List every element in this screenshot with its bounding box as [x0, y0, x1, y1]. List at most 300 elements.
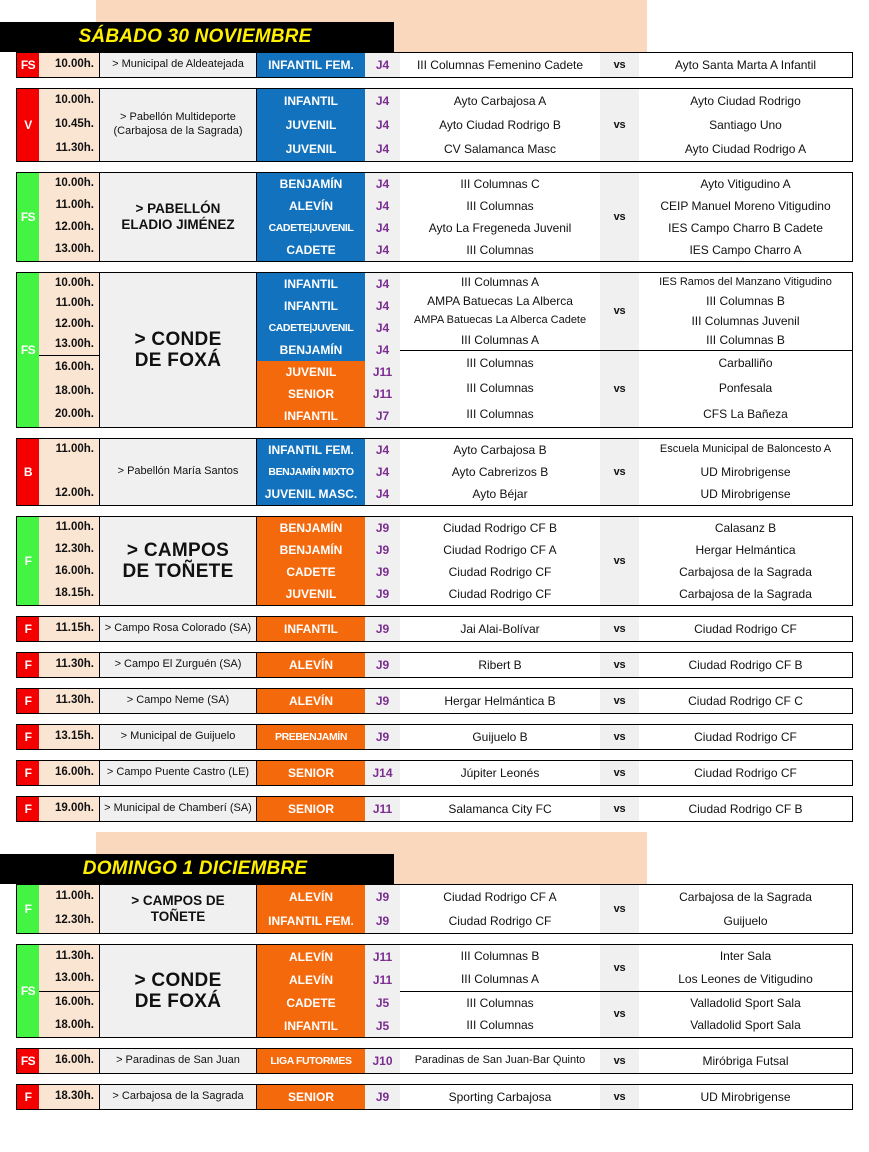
vs-label: vs	[613, 555, 626, 567]
away-team: III Columnas B	[706, 332, 785, 347]
away-team: Carbajosa de la Sagrada	[679, 889, 812, 904]
category-column	[257, 53, 365, 77]
category-column	[257, 617, 365, 641]
home-team: Ayto Cabrerizos B	[451, 464, 549, 479]
home-team: III Columnas	[466, 198, 534, 213]
away-team: Miróbriga Futsal	[702, 1053, 789, 1068]
day-title: DOMINGO 1 DICIEMBRE	[82, 858, 308, 879]
vs-column	[600, 1049, 639, 1073]
jornada-cell: J9	[375, 622, 390, 636]
category-badge: SENIOR	[257, 383, 365, 405]
sport-badge: FS	[17, 173, 39, 261]
venue-block	[16, 724, 853, 750]
category-column	[257, 1049, 365, 1073]
time-group	[39, 1049, 99, 1073]
jornada-column	[365, 517, 400, 605]
jornada-cell: J4	[375, 118, 390, 132]
home-team: CV Salamanca Masc	[443, 141, 557, 156]
venue-block	[16, 1084, 853, 1110]
category-badge: INFANTIL FEM.	[257, 53, 365, 77]
venue-block	[16, 1048, 853, 1074]
venue-name	[99, 885, 257, 933]
vs-label: vs	[613, 803, 626, 815]
venue-name	[99, 273, 257, 427]
day-header-sunday	[0, 832, 869, 884]
away-team: IES Ramos del Manzano Vitigudino	[659, 275, 832, 288]
venue-label: > Paradinas de San Juan	[116, 1054, 240, 1067]
category-column	[257, 725, 365, 749]
vs-group	[600, 653, 639, 677]
away-team-column	[639, 1085, 852, 1109]
jornada-cell: J4	[375, 277, 390, 291]
vs-column	[600, 761, 639, 785]
venue-name	[99, 653, 257, 677]
jornada-cell: J9	[375, 521, 390, 535]
time-cell: 13.15h.	[55, 730, 94, 743]
vs-group	[600, 761, 639, 785]
sport-badge: F	[17, 1085, 39, 1109]
away-team-group	[639, 273, 852, 350]
home-team-column	[400, 689, 600, 713]
home-team: III Columnas	[466, 242, 534, 257]
jornada-column	[365, 725, 400, 749]
home-team-column	[400, 761, 600, 785]
vs-group	[600, 725, 639, 749]
sport-badge: F	[17, 653, 39, 677]
venue-label: > Campo Puente Castro (LE)	[106, 766, 250, 779]
venue-label: > Pabellón María Santos	[117, 465, 239, 478]
category-badge: JUVENIL	[257, 361, 365, 383]
away-team-group	[639, 797, 852, 821]
sport-badge: FS	[17, 1049, 39, 1073]
vs-label: vs	[613, 659, 626, 671]
time-group	[39, 991, 99, 1038]
jornada-column	[365, 439, 400, 505]
day-header-bar	[0, 854, 394, 884]
venue-label: > Carbajosa de la Sagrada	[112, 1090, 244, 1103]
jornada-cell: J4	[375, 221, 390, 235]
day-title: SÁBADO 30 NOVIEMBRE	[78, 26, 312, 47]
vs-group	[600, 991, 639, 1038]
category-column	[257, 797, 365, 821]
home-team: Ayto Béjar	[472, 486, 528, 501]
venue-block	[16, 438, 853, 506]
away-team-column	[639, 53, 852, 77]
time-group	[39, 89, 99, 161]
away-team: Carballiño	[718, 355, 773, 370]
home-team: Ayto Ciudad Rodrigo B	[439, 117, 561, 132]
category-column	[257, 885, 365, 933]
home-team-column	[400, 945, 600, 1037]
away-team: IES Campo Charro B Cadete	[668, 220, 823, 235]
home-team: Ciudad Rodrigo CF	[448, 586, 552, 601]
venue-name	[99, 439, 257, 505]
away-team: CFS La Bañeza	[703, 406, 788, 421]
away-team-column	[639, 689, 852, 713]
sport-badge: F	[17, 761, 39, 785]
home-team-group	[400, 991, 600, 1038]
time-group	[39, 439, 99, 505]
time-group	[39, 653, 99, 677]
time-cell: 12.00h.	[55, 487, 94, 500]
jornada-cell: J5	[375, 1018, 390, 1033]
jornada-cell: J9	[375, 694, 390, 708]
time-group	[39, 725, 99, 749]
time-cell: 16.00h.	[55, 1054, 94, 1067]
vs-label: vs	[613, 767, 626, 779]
jornada-cell: J4	[375, 199, 390, 213]
vs-column	[600, 173, 639, 261]
away-team: III Columnas B	[706, 294, 785, 309]
away-team-column	[639, 439, 852, 505]
jornada-cell: J11	[372, 365, 393, 379]
category-badge: INFANTIL	[257, 617, 365, 641]
vs-label: vs	[613, 961, 626, 974]
home-team-group	[400, 689, 600, 713]
sport-badge: V	[17, 89, 39, 161]
away-team: Ponfesala	[718, 381, 773, 396]
jornada-cell: J10	[372, 1054, 393, 1068]
jornada-cell: J9	[375, 914, 390, 928]
away-team: Guijuelo	[723, 913, 768, 928]
venue-label: > Campo Rosa Colorado (SA)	[104, 622, 252, 635]
jornada-cell: J11	[372, 387, 393, 401]
away-team: Ayto Ciudad Rodrigo	[690, 93, 801, 108]
vs-column	[600, 273, 639, 427]
away-team-group	[639, 439, 852, 505]
category-badge: CADETE|JUVENIL	[257, 217, 365, 239]
home-team: Ciudad Rodrigo CF	[448, 913, 552, 928]
away-team: Hergar Helmántica	[695, 542, 796, 557]
time-cell: 10.00h.	[55, 276, 94, 289]
away-team: Valladolid Sport Sala	[690, 995, 801, 1010]
jornada-column	[365, 617, 400, 641]
home-team: III Columnas	[466, 1018, 534, 1033]
time-column	[39, 439, 99, 505]
home-team: III Columnas C	[460, 176, 540, 191]
jornada-cell: J9	[375, 587, 390, 601]
time-group	[39, 1085, 99, 1109]
away-team-group	[639, 725, 852, 749]
venue-name	[99, 725, 257, 749]
venue-block	[16, 652, 853, 678]
sport-badge: FS	[17, 273, 39, 427]
jornada-cell: J7	[375, 409, 390, 423]
venue-block	[16, 52, 853, 78]
category-badge: SENIOR	[257, 761, 365, 785]
time-column	[39, 689, 99, 713]
vs-label: vs	[613, 211, 626, 223]
category-column	[257, 517, 365, 605]
time-cell: 16.00h.	[55, 361, 94, 374]
vs-group	[600, 273, 639, 350]
time-cell: 12.00h.	[55, 221, 94, 234]
jornada-column	[365, 1049, 400, 1073]
category-badge: BENJAMÍN	[257, 173, 365, 195]
vs-column	[600, 439, 639, 505]
vs-group	[600, 1049, 639, 1073]
away-team: Ayto Vitigudino A	[700, 176, 791, 191]
category-badge: CADETE	[257, 239, 365, 261]
vs-label: vs	[613, 623, 626, 635]
jornada-cell: J4	[375, 321, 390, 335]
away-team-column	[639, 653, 852, 677]
home-team-group	[400, 885, 600, 933]
time-group	[39, 689, 99, 713]
jornada-column	[365, 885, 400, 933]
away-team-column	[639, 885, 852, 933]
vs-label: vs	[613, 1008, 626, 1021]
away-team: III Columnas Juvenil	[691, 313, 800, 328]
time-group	[39, 945, 99, 991]
time-cell: 12.30h.	[55, 543, 94, 556]
away-team-group	[639, 653, 852, 677]
venue-name	[99, 945, 257, 1037]
vs-group	[600, 439, 639, 505]
vs-label: vs	[613, 1091, 626, 1103]
home-team-column	[400, 1049, 600, 1073]
away-team-group	[639, 885, 852, 933]
jornada-column	[365, 173, 400, 261]
home-team: Ciudad Rodrigo CF	[448, 564, 552, 579]
home-team: Ciudad Rodrigo CF A	[443, 889, 557, 904]
away-team: IES Campo Charro A	[689, 242, 802, 257]
venue-block	[16, 272, 853, 428]
time-cell: 10.00h.	[55, 177, 94, 190]
category-column	[257, 653, 365, 677]
home-team-group	[400, 1049, 600, 1073]
away-team-group	[639, 761, 852, 785]
category-badge: INFANTIL	[257, 89, 365, 113]
jornada-cell: J14	[372, 766, 393, 780]
away-team-column	[639, 89, 852, 161]
away-team: Valladolid Sport Sala	[690, 1018, 801, 1033]
away-team: Ayto Santa Marta A Infantil	[674, 57, 817, 72]
away-team-column	[639, 725, 852, 749]
away-team-group	[639, 350, 852, 428]
vs-group	[600, 89, 639, 161]
away-team: Carbajosa de la Sagrada	[679, 586, 812, 601]
time-group	[39, 617, 99, 641]
home-team-column	[400, 653, 600, 677]
away-team-column	[639, 945, 852, 1037]
jornada-column	[365, 653, 400, 677]
away-team-group	[639, 1085, 852, 1109]
home-team: Paradinas de San Juan-Bar Quinto	[414, 1054, 586, 1067]
home-team-group	[400, 53, 600, 77]
home-team-column	[400, 885, 600, 933]
category-badge: LIGA FUTORMES	[257, 1049, 365, 1073]
category-badge: CADETE|JUVENIL	[257, 317, 365, 339]
category-badge: INFANTIL	[257, 1014, 365, 1037]
vs-group	[600, 797, 639, 821]
jornada-column	[365, 89, 400, 161]
jornada-cell: J4	[375, 177, 390, 191]
away-team: UD Mirobrigense	[700, 464, 791, 479]
away-team-group	[639, 53, 852, 77]
vs-label: vs	[613, 695, 626, 707]
away-team-column	[639, 617, 852, 641]
time-cell: 16.00h.	[55, 996, 94, 1009]
away-team: Carbajosa de la Sagrada	[679, 564, 812, 579]
time-cell: 11.15h.	[55, 622, 94, 635]
jornada-cell: J9	[375, 1090, 390, 1104]
home-team-column	[400, 89, 600, 161]
away-team-group	[639, 517, 852, 605]
venue-name	[99, 797, 257, 821]
time-group	[39, 53, 99, 77]
venue-name	[99, 53, 257, 77]
time-column	[39, 945, 99, 1037]
vs-label: vs	[613, 903, 626, 915]
home-team-group	[400, 761, 600, 785]
away-team-column	[639, 797, 852, 821]
away-team: Ciudad Rodrigo CF	[694, 729, 797, 744]
time-column	[39, 1085, 99, 1109]
home-team: III Columnas A	[460, 971, 540, 986]
category-badge: INFANTIL FEM.	[257, 439, 365, 461]
home-team: Jai Alai-Bolívar	[460, 621, 540, 636]
time-column	[39, 885, 99, 933]
time-cell: 11.00h.	[55, 890, 94, 903]
jornada-cell: J9	[375, 730, 390, 744]
jornada-column	[365, 689, 400, 713]
home-team-group	[400, 89, 600, 161]
time-cell: 11.30h.	[55, 658, 94, 671]
away-team-column	[639, 761, 852, 785]
home-team-group	[400, 439, 600, 505]
home-team: III Columnas	[466, 355, 534, 370]
time-cell: 20.00h.	[55, 408, 94, 421]
vs-column	[600, 1085, 639, 1109]
venue-label: > Pabellón Multideporte (Carbajosa de la Sagrada)	[113, 111, 243, 137]
time-cell: 19.00h.	[55, 802, 94, 815]
away-team-group	[639, 173, 852, 261]
venue-block	[16, 516, 853, 606]
home-team: Hergar Helmántica B	[444, 693, 556, 708]
venue-name	[99, 617, 257, 641]
venue-name	[99, 1085, 257, 1109]
home-team: Sporting Carbajosa	[448, 1089, 552, 1104]
venue-label: > PABELLÓN ELADIO JIMÉNEZ	[121, 201, 235, 232]
time-column	[39, 517, 99, 605]
category-column	[257, 1085, 365, 1109]
away-team: Ciudad Rodrigo CF B	[688, 801, 803, 816]
vs-label: vs	[613, 119, 626, 131]
time-column	[39, 173, 99, 261]
home-team: III Columnas Femenino Cadete	[416, 57, 584, 72]
time-column	[39, 1049, 99, 1073]
jornada-cell: J4	[375, 142, 390, 156]
home-team: III Columnas A	[460, 275, 540, 290]
category-badge: CADETE	[257, 561, 365, 583]
away-team-group	[639, 1049, 852, 1073]
away-team: Ciudad Rodrigo CF	[694, 621, 797, 636]
sport-badge: F	[17, 517, 39, 605]
time-cell: 11.00h.	[55, 199, 94, 212]
category-badge: JUVENIL	[257, 583, 365, 605]
time-cell: 11.00h.	[55, 443, 94, 456]
away-team-group	[639, 617, 852, 641]
away-team-column	[639, 173, 852, 261]
time-cell: 10.00h.	[55, 58, 94, 71]
jornada-cell: J11	[372, 802, 393, 816]
away-team: UD Mirobrigense	[700, 1089, 791, 1104]
category-badge: INFANTIL	[257, 273, 365, 295]
vs-label: vs	[613, 466, 626, 478]
jornada-column	[365, 53, 400, 77]
jornada-cell: J4	[375, 465, 390, 479]
home-team-group	[400, 517, 600, 605]
time-column	[39, 653, 99, 677]
category-badge: JUVENIL	[257, 137, 365, 161]
away-team: Calasanz B	[714, 520, 777, 535]
vs-group	[600, 350, 639, 428]
venue-label: > Municipal de Chamberí (SA)	[104, 802, 252, 815]
venue-label: > CONDE DE FOXÁ	[134, 969, 222, 1012]
away-team-group	[639, 689, 852, 713]
away-team-column	[639, 517, 852, 605]
jornada-cell: J4	[375, 94, 390, 108]
vs-label: vs	[613, 731, 626, 743]
home-team: Ayto Carbajosa B	[453, 442, 547, 457]
vs-label: vs	[613, 59, 626, 71]
venue-block	[16, 884, 853, 934]
category-badge: BENJAMÍN	[257, 339, 365, 361]
vs-group	[600, 53, 639, 77]
home-team: III Columnas	[466, 381, 534, 396]
time-cell: 10.45h.	[55, 118, 94, 131]
sport-badge: F	[17, 725, 39, 749]
category-column	[257, 273, 365, 427]
category-badge: SENIOR	[257, 797, 365, 821]
category-badge: ALEVÍN	[257, 945, 365, 968]
jornada-cell: J4	[375, 487, 390, 501]
home-team: Ayto Carbajosa A	[453, 93, 547, 108]
time-cell: 16.00h.	[55, 766, 94, 779]
vs-column	[600, 797, 639, 821]
home-team-group	[400, 273, 600, 350]
time-column	[39, 53, 99, 77]
vs-label: vs	[613, 1055, 626, 1067]
time-cell: 18.00h.	[55, 1018, 94, 1031]
home-team-group	[400, 653, 600, 677]
time-column	[39, 725, 99, 749]
venue-label: > Municipal de Aldeatejada	[112, 58, 244, 71]
home-team-column	[400, 53, 600, 77]
venue-name	[99, 689, 257, 713]
home-team-group	[400, 173, 600, 261]
home-team: Ayto La Fregeneda Juvenil	[428, 220, 572, 235]
time-group	[39, 797, 99, 821]
vs-column	[600, 885, 639, 933]
category-badge: BENJAMÍN	[257, 517, 365, 539]
sport-badge: F	[17, 885, 39, 933]
home-team: Guijuelo B	[472, 729, 528, 744]
vs-column	[600, 617, 639, 641]
home-team: Júpiter Leonés	[460, 765, 540, 780]
jornada-cell: J4	[375, 443, 390, 457]
sport-badge: F	[17, 617, 39, 641]
time-cell: 18.15h.	[55, 587, 94, 600]
vs-label: vs	[613, 382, 626, 395]
time-cell: 18.00h.	[55, 384, 94, 397]
home-team: Salamanca City FC	[448, 801, 552, 816]
away-team: CEIP Manuel Moreno Vitigudino	[660, 198, 831, 213]
away-team: Inter Sala	[719, 949, 772, 964]
time-column	[39, 89, 99, 161]
home-team-group	[400, 797, 600, 821]
